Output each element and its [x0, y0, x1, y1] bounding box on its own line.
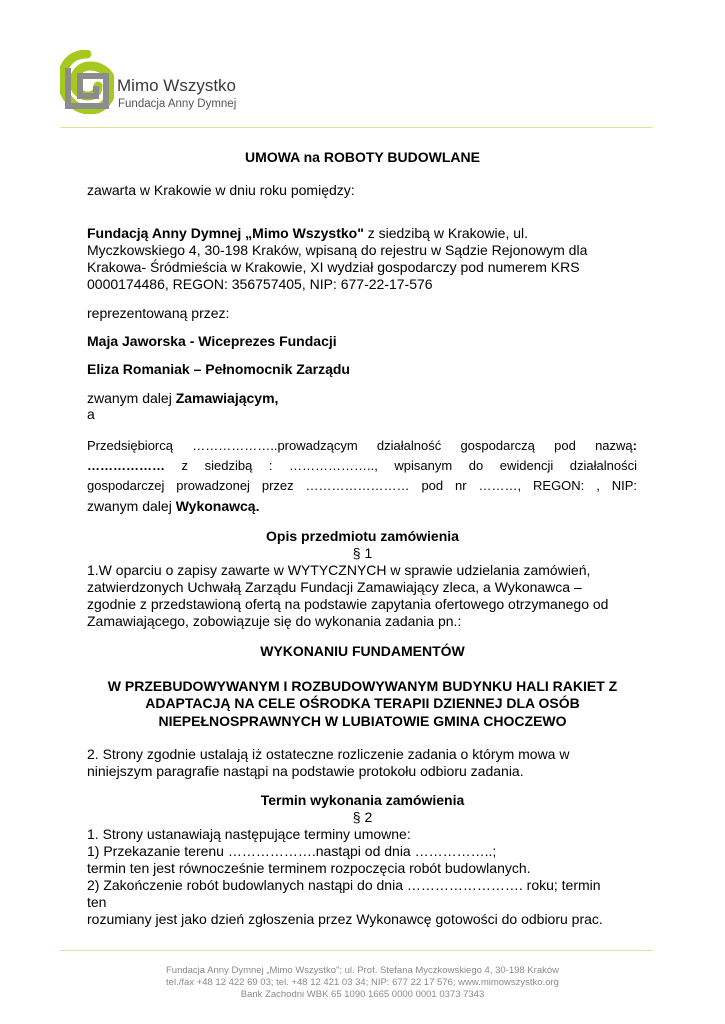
contractor-name-blank: ……………… — [87, 458, 165, 473]
section2-line2: 1) Przekazanie terenu ……………….nastąpi od dnia ……………..; — [87, 843, 497, 859]
party1-line2: Myczkowskiego 4, 30-198 Kraków, wpisaną do rejestru w Sądzie Rejonowym dla — [87, 242, 588, 258]
task-line3: NIEPEŁNOSPRAWNYCH W LUBIATOWIE GMINA CHOCZEWO — [158, 713, 567, 729]
section1-p1-line3: zgodnie z przedstawioną ofertą na podstawie zapytania ofertowego otrzymanego od — [87, 596, 609, 612]
header-divider — [60, 127, 653, 128]
section1-p1-line4: Zamawiającego, zobowiązuje się do wykonania zadania pn.: — [87, 613, 462, 629]
task-line1: W PRZEBUDOWYWANYM I ROZBUDOWYWANYM BUDYNKU HALI RAKIET Z — [107, 678, 618, 694]
section1-paragraph-sign: § 1 — [352, 545, 373, 561]
task-line2: ADAPTACJĄ NA CELE OŚRODKA TERAPII DZIENNEJ DLA OSÓB — [145, 695, 580, 711]
ordering-prefix: zwanym dalej — [87, 390, 176, 406]
represented-by: reprezentowaną przez: — [87, 305, 230, 321]
contractor-role: Wykonawcą. — [175, 498, 260, 514]
party1-line4: 0000174486, REGON: 356757405, NIP: 677-22-17-576 — [87, 276, 433, 292]
intro-line: zawarta w Krakowie w dniu roku pomiędzy: — [87, 182, 355, 198]
section2-line5: ten — [87, 894, 107, 910]
footer-divider — [60, 950, 653, 951]
party1-line3: Krakowa- Śródmieścia w Krakowie, XI wydział gospodarczy pod numerem KRS — [87, 259, 580, 275]
section2-heading: Termin wykonania zamówienia — [260, 792, 465, 808]
section1-p2-line2: niniejszym paragrafie nastąpi na podstawie protokołu odbioru zadania. — [87, 763, 524, 779]
section1-p2-line1: 2. Strony zgodnie ustalają iż ostateczne rozliczenie zadania o którym mowa w — [87, 746, 570, 762]
section2-paragraph-sign: § 2 — [352, 809, 373, 825]
contractor-line1 — [87, 436, 637, 456]
section2-line6: rozumiany jest jako dzień zgłoszenia przez Wykonawcę gotowości do odbioru prac. — [87, 911, 603, 927]
footer-address: Fundacja Anny Dymnej „Mimo Wszystko"; ul. Prof. Stefana Myczkowskiego 4, 30-198 Kraków — [165, 965, 560, 976]
contractor-colon: : — [632, 438, 637, 453]
section1-heading: Opis przedmiotu zamówienia — [266, 528, 459, 544]
logo-title: Mimo Wszystko — [117, 76, 236, 95]
logo-subtitle: Fundacja Anny Dymnej — [118, 98, 237, 110]
task-title: WYKONANIU FUNDAMENTÓW — [260, 643, 465, 659]
party1-line1-rest: z siedzibą w Krakowie, ul. — [363, 225, 529, 241]
section1-p1-line1: 1.W oparciu o zapisy zawarte w WYTYCZNYCH w sprawie udzielania zamówień, — [87, 562, 591, 578]
document-title: UMOWA na ROBOTY BUDOWLANE — [245, 149, 480, 165]
party1-name: Fundacją Anny Dymnej „Mimo Wszystko" — [87, 225, 364, 241]
ordering-party-line — [87, 390, 278, 407]
section1-p1-line2: zatwierdzonych Uchwałą Zarządu Fundacji Zamawiający zleca, a Wykonawca – — [87, 579, 582, 595]
footer-contact: tel./fax +48 12 422 69 03; tel. +48 12 421 03 34; NIP: 677 22 17 576; www.mimowszystko.org — [166, 977, 559, 988]
contractor-line1-text: Przedsiębiorcą ………………..prowadzącym działalność gospodarczą pod nazwą — [87, 438, 633, 453]
section2-line1: 1. Strony ustanawiają następujące terminy umowne: — [87, 826, 411, 842]
party1-line1 — [87, 225, 528, 242]
contractor-prefix: zwanym dalej — [87, 498, 176, 514]
contractor-line2 — [87, 456, 637, 476]
foundation-logo — [60, 50, 260, 120]
ordering-name: Zamawiającym, — [175, 390, 279, 406]
contractor-line4 — [87, 496, 259, 516]
and-line: a — [87, 406, 95, 422]
representative-2: Eliza Romaniak – Pełnomocnik Zarządu — [87, 361, 350, 377]
section2-line4: 2) Zakończenie robót budowlanych nastąpi do dnia ……………………. roku; termin — [87, 877, 601, 893]
spiral-logo-icon — [60, 50, 114, 114]
footer-bank: Bank Zachodni WBK 65 1090 1665 0000 0001 0373 7343 — [240, 989, 485, 1000]
representative-1: Maja Jaworska - Wiceprezes Fundacji — [87, 333, 337, 349]
section2-line3: termin ten jest równocześnie terminem rozpoczęcia robót budowlanych. — [87, 860, 531, 876]
contractor-line3: gospodarczej prowadzonej przez …………………… pod nr ………, REGON: , NIP: — [87, 478, 637, 493]
contractor-line2-text: z siedzibą : ……………….., wpisanym do ewidencji działalności — [165, 458, 637, 473]
